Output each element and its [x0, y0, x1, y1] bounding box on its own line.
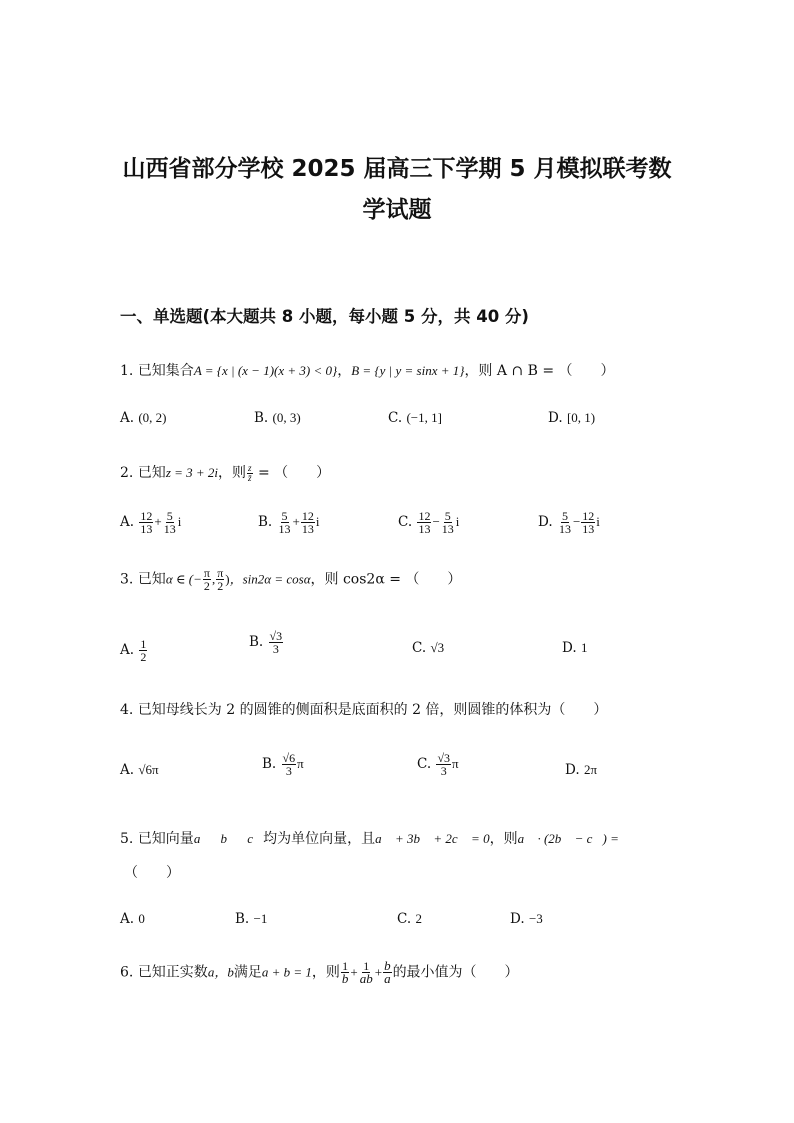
question-3: 3. 已知α ∈ (− $\frac{\pi}{2}$ , $\frac{\pi}{2}$ )，sin2α = cosα，则 cos2α = （ ）: [120, 566, 462, 593]
q3-option-c[interactable]: C. √3: [412, 640, 445, 656]
q1-option-b[interactable]: B. (0, 3): [254, 410, 301, 426]
q3-option-d[interactable]: D. 1: [562, 640, 588, 656]
q5-option-d[interactable]: D. −3: [510, 911, 543, 927]
paper-title-line1: 山西省部分学校 2025 届高三下学期 5 月模拟联考数: [122, 156, 672, 182]
set-b: B = {y | y = sinx + 1}: [351, 363, 465, 378]
q5-option-a[interactable]: A. 0: [120, 911, 145, 927]
q1-option-d[interactable]: D. [0, 1): [548, 410, 596, 426]
section-heading: 一、单选题(本大题共 8 小题，每小题 5 分，共 40 分): [120, 307, 529, 326]
question-5: 5. 已知向量a⃗，b⃗，c⃗均为单位向量，且a⃗ + 3b⃗ + 2c⃗ = 0，则a⃗ · (2b⃗ − c⃗) =: [120, 831, 619, 847]
q3-option-b[interactable]: B. $\frac{√3}{3}$: [249, 629, 283, 656]
q5-option-c[interactable]: C. 2: [397, 911, 422, 927]
q2-option-b[interactable]: B. $\frac{5}{13}$ + $\frac{12}{13}$ i: [258, 509, 320, 536]
question-number: 1.: [120, 363, 134, 379]
question-number: 2.: [120, 465, 134, 481]
q2-option-c[interactable]: C. $\frac{12}{13}$ − $\frac{5}{13}$ i: [398, 509, 460, 536]
question-6: 6. 已知正实数a，b满足a + b = 1，则 $\frac{1}{b}$ + $\frac{1}{ab}$ + $\frac{b}{a}$ 的最小值为（ ）: [120, 958, 519, 986]
set-a: A = {x | (x − 1)(x + 3) < 0}: [193, 363, 338, 378]
q1-option-a[interactable]: A. (0, 2): [120, 410, 167, 426]
q2-option-d[interactable]: D. $\frac{5}{13}$ − $\frac{12}{13}$ i: [538, 509, 600, 536]
q4-option-a[interactable]: A. √6π: [120, 762, 159, 778]
question-4: 4. 已知母线长为 2 的圆锥的侧面积是底面积的 2 倍，则圆锥的体积为（ ）: [120, 702, 608, 718]
question-2: 2. 已知z = 3 + 2i，则 $\frac{z}{z̄}$ = （ ）: [120, 462, 331, 483]
question-number: 6.: [120, 964, 134, 981]
q5-option-b[interactable]: B. −1: [235, 911, 268, 927]
q4-option-d[interactable]: D. 2π: [565, 762, 598, 778]
question-5-paren: （ ）: [124, 865, 180, 881]
q4-option-c[interactable]: C. $\frac{√3}{3}$ π: [417, 751, 459, 778]
question-1: 1. 已知集合A = {x | (x − 1)(x + 3) < 0}，B = {y | y = sinx + 1}，则 A ∩ B = （ ）: [120, 363, 615, 379]
paper-title-line2: 学试题: [362, 197, 432, 223]
q3-option-a[interactable]: A. $\frac{1}{2}$: [120, 637, 147, 664]
q2-option-a[interactable]: A. $\frac{12}{13}$ + $\frac{5}{13}$ i: [120, 509, 182, 536]
question-number: 5.: [120, 831, 134, 847]
q4-option-b[interactable]: B. $\frac{√6}{3}$ π: [262, 751, 304, 778]
q1-option-c[interactable]: C. (−1, 1]: [388, 410, 442, 426]
question-number: 4.: [120, 702, 134, 718]
question-number: 3.: [120, 571, 134, 588]
